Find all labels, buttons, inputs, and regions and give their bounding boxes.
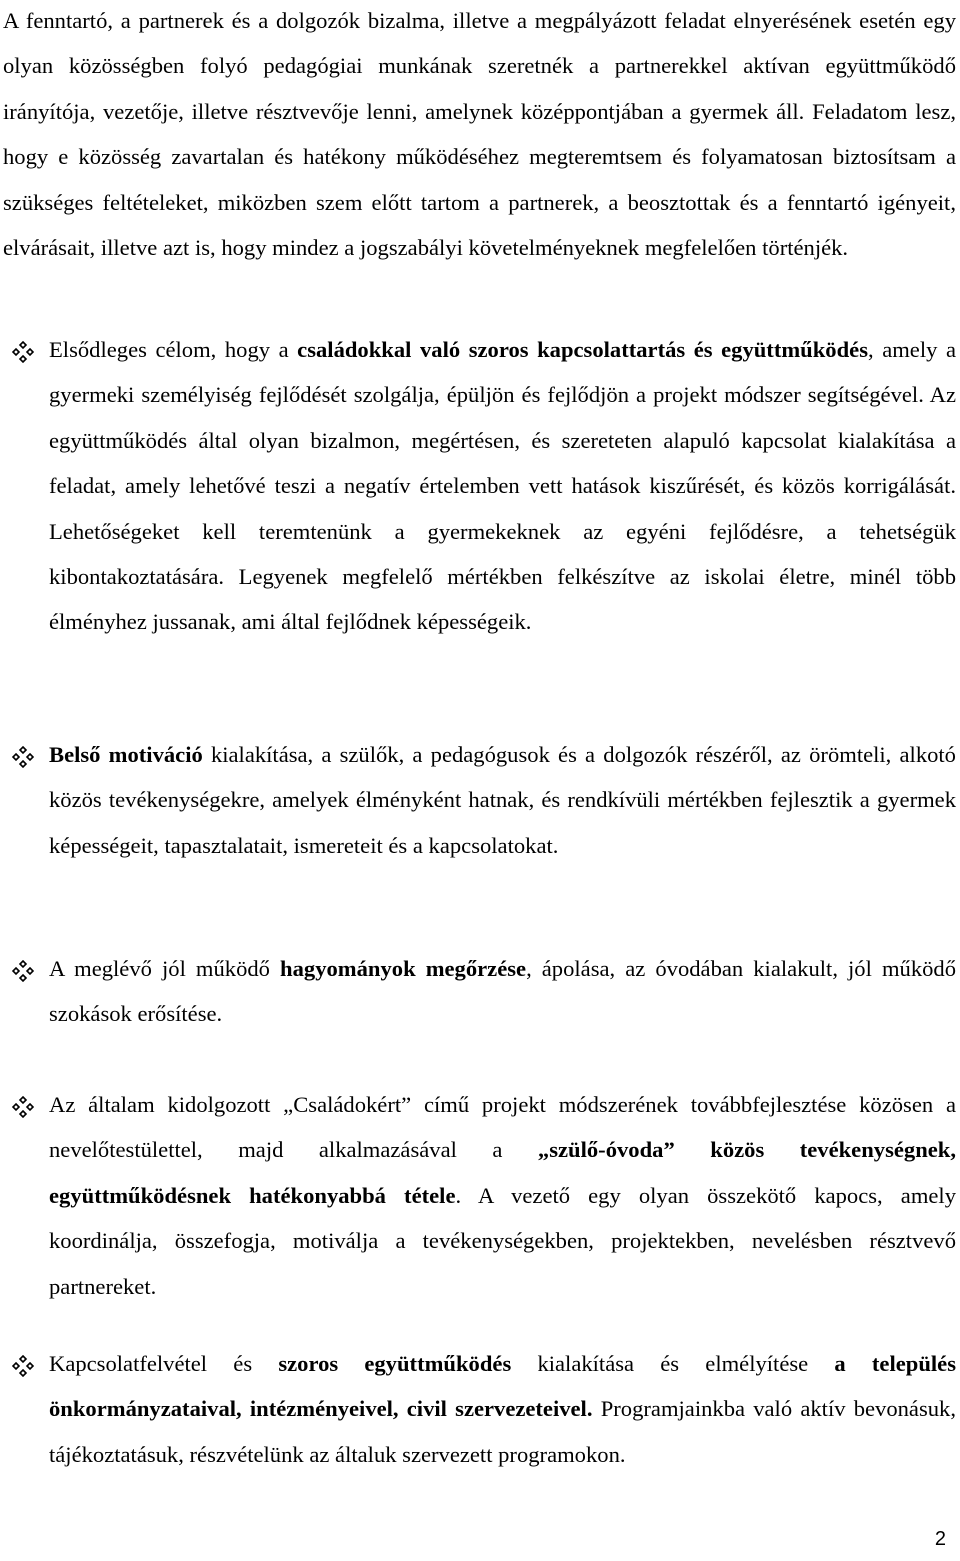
diamond-bullet-icon: [12, 960, 34, 982]
bullet-text: [49, 1341, 956, 1477]
bullet-bold-phrase: a település önkormányzataival, intézményeivel, civil szervezeteivel.: [49, 1351, 956, 1422]
diamond-bullet-icon: [12, 341, 34, 363]
bullet-bold-phrase: családokkal való szoros kapcsolattartás és együttműködés: [297, 337, 868, 362]
intro-sentence-1: A fenntartó, a partnerek és a dolgozók bizalma, illetve a megpályázott feladat elnyerésének esetén egy olyan közösségben folyó pedagógiai munkának szeretnék a partnerekkel aktívan együttműködő irányítója, vezetője, illetve résztvevője lenni, amelynek középpontjában a gyermek áll.: [3, 8, 956, 124]
bullet-bold-phrase: hagyományok megőrzése: [280, 956, 527, 981]
bullet-text-part: Elsődleges célom, hogy a: [49, 337, 298, 362]
bullet-text-part: A meglévő jól működő: [49, 956, 281, 981]
bullet-bold-phrase: „szülő-óvoda” közös tevékenységnek, együttműködésnek hatékonyabbá tétele: [49, 1137, 956, 1208]
bullet-text: [49, 1082, 956, 1309]
diamond-bullet-icon: [12, 1096, 34, 1118]
bullet-text: [49, 327, 956, 645]
diamond-bullet-icon: [12, 746, 34, 768]
diamond-bullet-icon: [12, 1355, 34, 1377]
bullet-text-part: Az általam kidolgozott „Családokért” című projekt módszerének továbbfejlesztése közösen a nevelőtestülettel, majd alkalmazásával a: [49, 1092, 956, 1163]
intro-sentence-2: Feladatom lesz, hogy e közösség zavartalan és hatékony működéséhez megteremtsem és folyamatosan biztosítsam a szükséges feltételeket, miközben szem előtt tartom a partnerek, a beosztottak és a fenntartó igényeit, elvárásait, illetve azt is, hogy mindez a jogszabályi követelményeknek megfelelően történjék.: [3, 98, 957, 261]
page-number: 2: [934, 1528, 946, 1550]
bullet-text-part: Programjainkba való aktív bevonásuk, tájékoztatásuk, részvételünk az általuk szervezett programokon.: [49, 1396, 957, 1467]
bullet-bold-phrase: Belső motiváció: [49, 742, 203, 767]
bullet-text: [49, 732, 956, 868]
intro-paragraph: [3, 0, 956, 270]
bullet-text-part: kialakítása és elmélyítése: [511, 1351, 835, 1376]
bullet-text-part: , ápolása, az óvodában kialakult, jól működő szokások erősítése.: [49, 956, 957, 1027]
bullet-text-part: kialakítása, a szülők, a pedagógusok és a dolgozók részéről, az örömteli, alkotó közös tevékenységekre, amelyek élményként hatnak, és rendkívüli mértékben fejlesztik a gyermek képességeit, tapasztalatait, ismereteit és a kapcsolatokat.: [49, 742, 956, 858]
bullet-text: [49, 946, 956, 1037]
bullet-text-part: , amely a gyermeki személyiség fejlődését szolgálja, épüljön és fejlődjön a projekt módszer segítségével. Az együttműködés által olyan bizalmon, megértésen, és szereteten alapuló kapcsolat kialakítása a feladat, amely lehetővé teszi a negatív értelemben vett hatások kiszűrését, és közös korrigálását. Lehetőségeket kell teremtenünk a gyermekeknek az egyéni fejlődésre, a tehetségük kibontakoztatására. Legyenek megfelelő mértékben felkészítve az iskolai életre, minél több élményhez jussanak, ami által fejlődnek képességeik.: [49, 337, 956, 635]
bullet-text-part: . A vezető egy olyan összekötő kapocs, amely koordinálja, összefogja, motiválja a tevékenységekben, projektekben, nevelésben résztvevő partnereket.: [49, 1182, 956, 1299]
bullet-bold-phrase: szoros együttműködés: [278, 1351, 512, 1376]
bullet-text-part: Kapcsolatfelvétel és: [49, 1351, 279, 1376]
